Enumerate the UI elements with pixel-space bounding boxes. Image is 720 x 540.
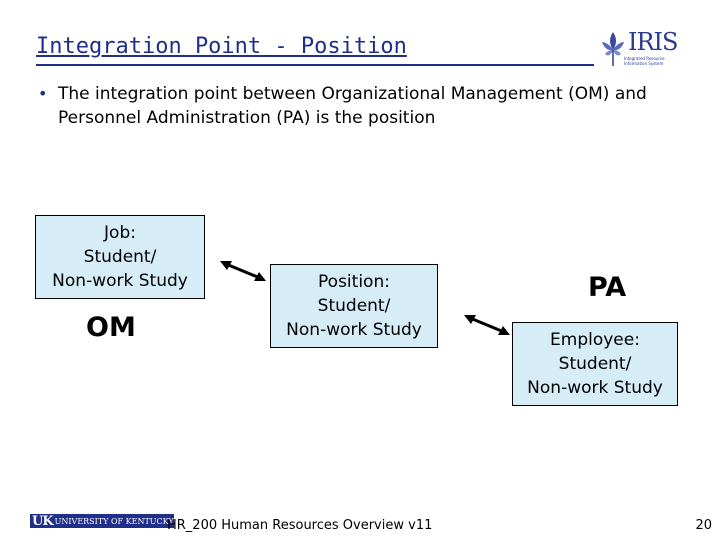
- employee-box-line: Employee:: [550, 330, 640, 350]
- page-number: 20: [695, 518, 712, 533]
- employee-box-line: Non-work Study: [527, 378, 663, 398]
- iris-logo: [598, 28, 682, 72]
- om-label: OM: [86, 312, 136, 343]
- position-box: [270, 264, 438, 348]
- double-arrow-icon: [462, 312, 512, 338]
- pa-label: PA: [588, 272, 627, 303]
- slide-title: Integration Point - Position: [36, 34, 407, 59]
- job-box-line: Non-work Study: [52, 271, 188, 291]
- bullet-text: The integration point between Organizational Management (OM) and Personnel Administration (PA) is the position: [58, 84, 647, 128]
- university-logo-name: UNIVERSITY OF KENTUCKY: [54, 516, 174, 526]
- university-logo: [30, 514, 174, 528]
- job-box-line: Student/: [83, 247, 157, 267]
- title-underline: [36, 64, 594, 66]
- job-box: [35, 215, 205, 299]
- footer-course-title: HR_200 Human Resources Overview v11: [167, 518, 433, 533]
- position-box-line: Student/: [317, 296, 391, 316]
- position-box-line: Position:: [318, 272, 390, 292]
- bullet-icon: •: [38, 84, 48, 103]
- iris-logo-word: IRIS: [628, 28, 678, 56]
- double-arrow-icon: [218, 258, 268, 284]
- employee-box: [512, 322, 678, 406]
- job-box-line: Job:: [104, 223, 136, 243]
- position-box-line: Non-work Study: [286, 320, 422, 340]
- university-logo-mark: UK: [32, 513, 53, 529]
- employee-box-line: Student/: [558, 354, 632, 374]
- iris-logo-subtitle: Integrated Resource Information System: [624, 56, 665, 66]
